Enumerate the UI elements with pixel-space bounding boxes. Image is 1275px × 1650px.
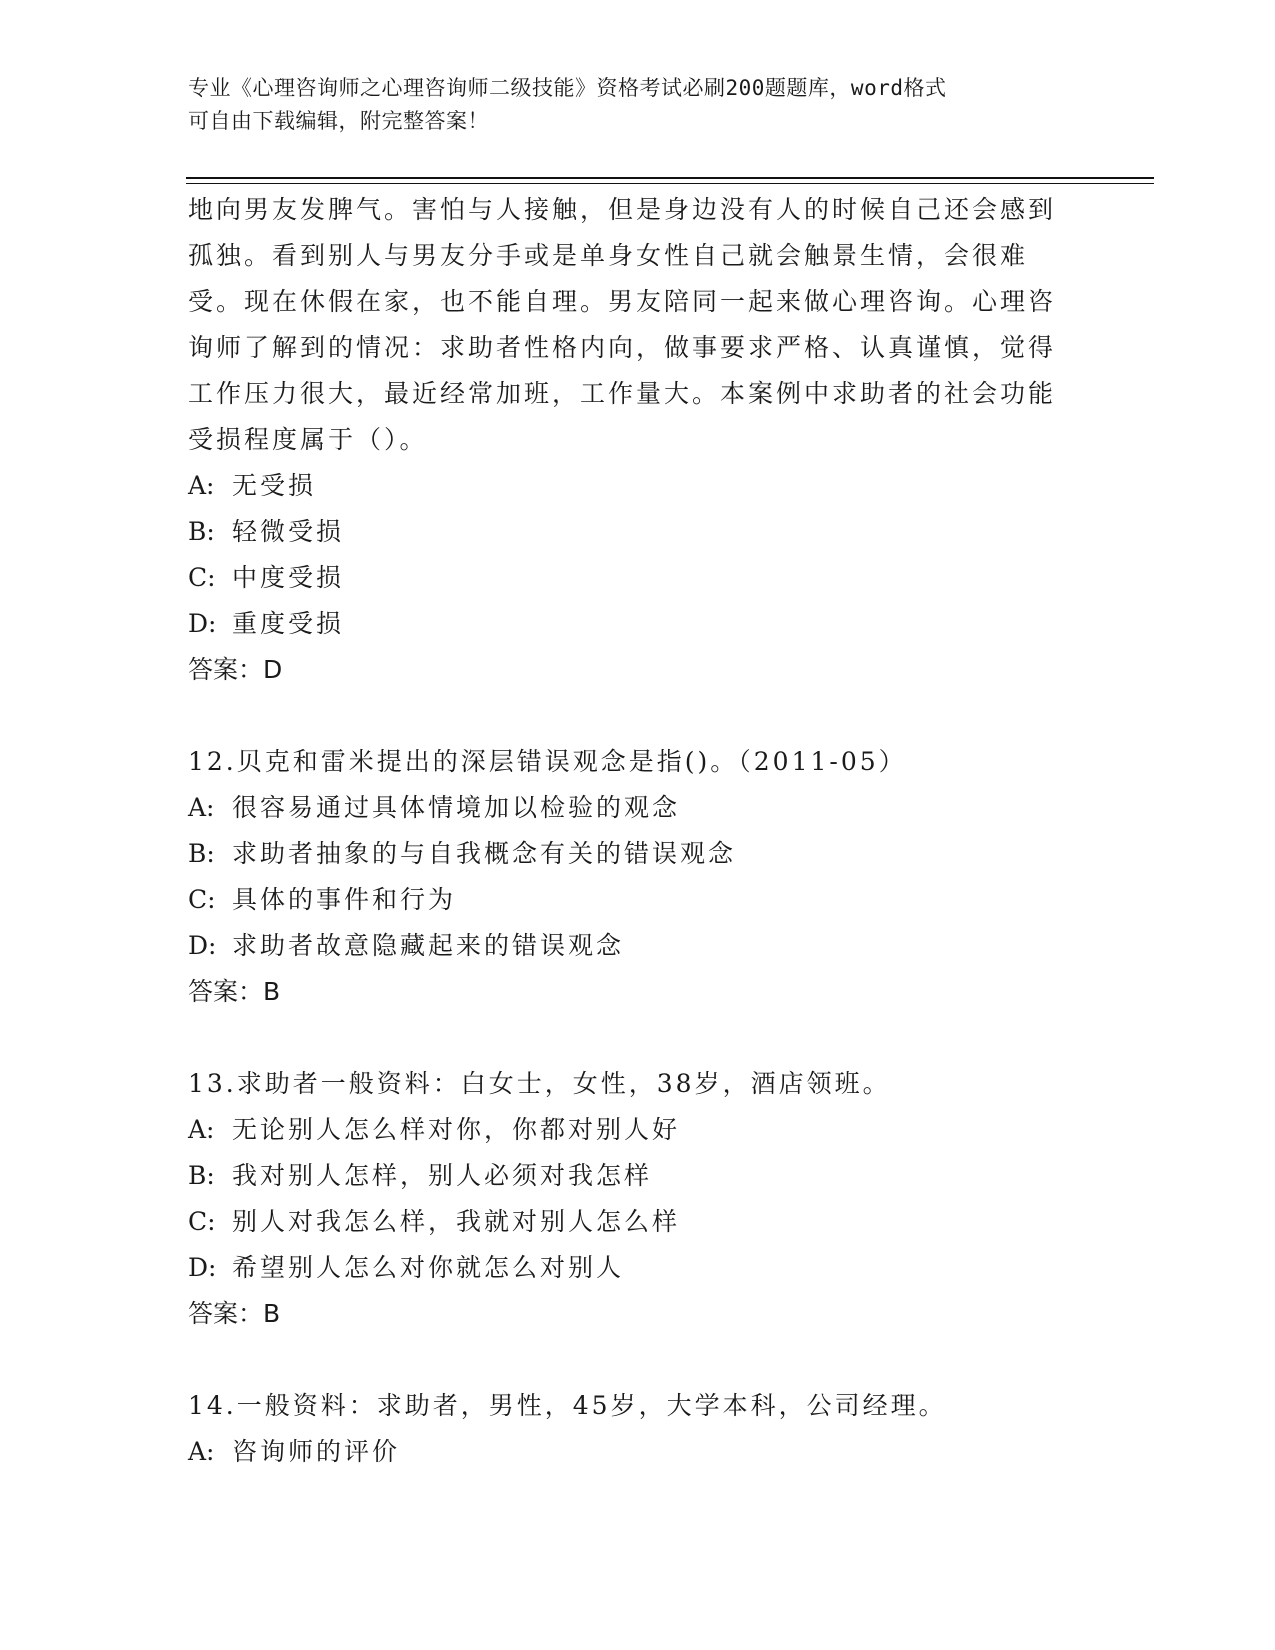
question-13 xyxy=(188,1061,1068,1337)
question-14-text: 14.一般资料：求助者，男性，45岁，大学本科，公司经理。 xyxy=(188,1391,947,1420)
option-letter: A: xyxy=(188,1437,215,1466)
question-12-option-a xyxy=(188,785,1068,831)
question-13-option-c xyxy=(188,1199,1068,1245)
question-13-option-b xyxy=(188,1153,1068,1199)
header-rule-thin xyxy=(186,183,1154,184)
question-11-option-a xyxy=(188,463,1068,509)
question-12-answer: 答案：B xyxy=(188,977,281,1006)
option-text: 我对别人怎样，别人必须对我怎样 xyxy=(232,1161,653,1190)
option-text: 咨询师的评价 xyxy=(232,1437,401,1466)
question-14-option-a xyxy=(188,1429,1068,1475)
question-13-text: 13.求助者一般资料：白女士，女性，38岁，酒店领班。 xyxy=(188,1069,891,1098)
question-11-option-c xyxy=(188,555,1068,601)
option-letter: D: xyxy=(188,1253,217,1282)
page-header xyxy=(188,72,1068,138)
option-letter: A: xyxy=(188,471,215,500)
option-letter: B: xyxy=(188,839,215,868)
question-14 xyxy=(188,1383,1068,1475)
question-12-text: 12.贝克和雷米提出的深层错误观念是指()。（2011-05） xyxy=(188,747,907,776)
option-text: 中度受损 xyxy=(232,563,345,592)
option-text: 很容易通过具体情境加以检验的观念 xyxy=(232,793,681,822)
question-11 xyxy=(188,187,1068,693)
header-line-1: 专业《心理咨询师之心理咨询师二级技能》资格考试必刷200题题库，word格式 xyxy=(188,76,947,100)
question-11-answer: 答案：D xyxy=(188,655,283,684)
option-text: 求助者故意隐藏起来的错误观念 xyxy=(232,931,625,960)
question-13-answer: 答案：B xyxy=(188,1299,281,1328)
option-text: 希望别人怎么对你就怎么对别人 xyxy=(232,1253,625,1282)
option-text: 无论别人怎么样对你，你都对别人好 xyxy=(232,1115,681,1144)
option-text: 轻微受损 xyxy=(232,517,345,546)
header-rule-thick xyxy=(186,177,1154,179)
option-text: 求助者抽象的与自我概念有关的错误观念 xyxy=(232,839,737,868)
question-11-option-b xyxy=(188,509,1068,555)
document-body xyxy=(188,187,1068,1475)
option-text: 重度受损 xyxy=(232,609,345,638)
question-13-option-d xyxy=(188,1245,1068,1291)
header-line-2: 可自由下载编辑，附完整答案！ xyxy=(188,109,489,133)
option-letter: D: xyxy=(188,931,217,960)
option-letter: D: xyxy=(188,609,217,638)
question-11-text: 地向男友发脾气。害怕与人接触，但是身边没有人的时候自己还会感到孤独。看到别人与男友分手或是单身女性自己就会触景生情，会很难受。现在休假在家，也不能自理。男友陪同一起来做心理咨询。心理咨询师了解到的情况：求助者性格内向，做事要求严格、认真谨慎，觉得工作压力很大，最近经常加班，工作量大。本案例中求助者的社会功能受损程度属于（）。 xyxy=(188,195,1057,454)
option-letter: B: xyxy=(188,517,215,546)
question-11-option-d xyxy=(188,601,1068,647)
option-letter: B: xyxy=(188,1161,215,1190)
option-text: 具体的事件和行为 xyxy=(232,885,457,914)
question-12-option-d xyxy=(188,923,1068,969)
question-13-option-a xyxy=(188,1107,1068,1153)
option-text: 别人对我怎么样，我就对别人怎么样 xyxy=(232,1207,681,1236)
question-12-option-b xyxy=(188,831,1068,877)
option-text: 无受损 xyxy=(232,471,317,500)
option-letter: C: xyxy=(188,885,216,914)
option-letter: A: xyxy=(188,793,215,822)
option-letter: C: xyxy=(188,1207,216,1236)
question-12 xyxy=(188,739,1068,1015)
option-letter: C: xyxy=(188,563,216,592)
option-letter: A: xyxy=(188,1115,215,1144)
question-12-option-c xyxy=(188,877,1068,923)
